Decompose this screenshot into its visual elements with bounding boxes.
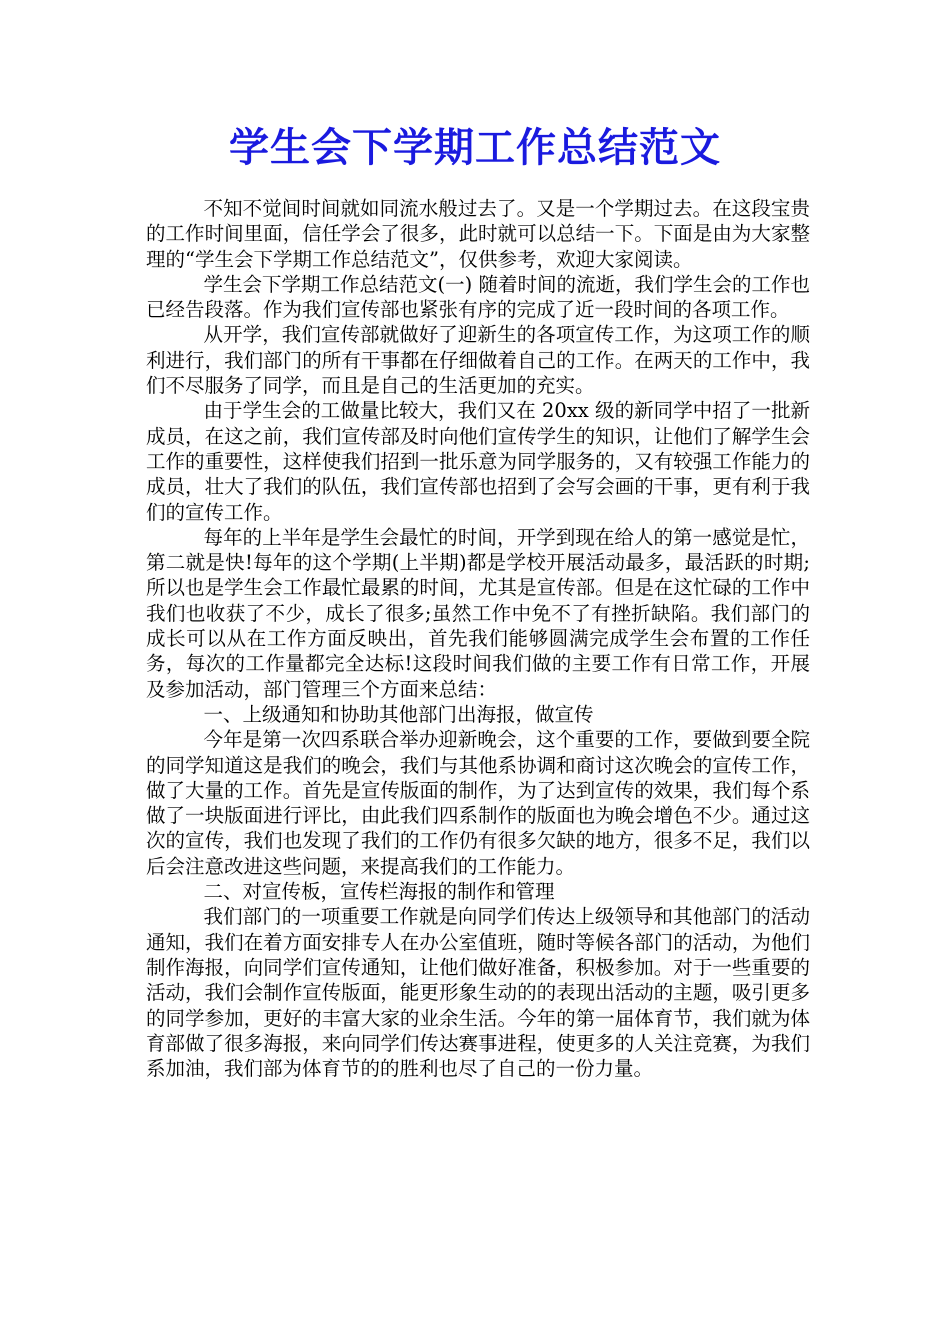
paragraph-example-heading: 学生会下学期工作总结范文(一) 随着时间的流逝，我们学生会的工作也已经告段落。作为我们宣传部也紧张有序的完成了近一段时间的各项工作。 — [146, 272, 810, 322]
paragraph-start-of-term: 从开学，我们宣传部就做好了迎新生的各项宣传工作，为这项工作的顺利进行，我们部门的所有干事都在仔细做着自己的工作。在两天的工作中，我们不尽服务了同学，而且是自己的生活更加的充实。 — [146, 323, 810, 398]
paragraph-welcome-gala: 今年是第一次四系联合举办迎新晚会，这个重要的工作，要做到要全院的同学知道这是我们的晚会，我们与其他系协调和商讨这次晚会的宣传工作，做了大量的工作。首先是宣传版面的制作，为了达到宣传的效果，我们每个系做了一块版面进行评比，由此我们四系制作的版面也为晚会增色不少。通过这次的宣传，我们也发现了我们的工作仍有很多欠缺的地方，很多不足，我们以后会注意改进这些问题，来提高我们的工作能力。 — [146, 728, 810, 878]
paragraph-busy-semester: 每年的上半年是学生会最忙的时间，开学到现在给人的第一感觉是忙，第二就是快!每年的这个学期(上半期)都是学校开展活动最多，最活跃的时期;所以也是学生会工作最忙最累的时间，尤其是宣传部。但是在这忙碌的工作中我们也收获了不少，成长了很多;虽然工作中免不了有挫折缺陷。我们部门的成长可以从在工作方面反映出，首先我们能够圆满完成学生会布置的工作任务，每次的工作量都完全达标!这段时间我们做的主要工作有日常工作，开展及参加活动，部门管理三个方面来总结： — [146, 525, 810, 701]
section-heading-1: 一、上级通知和协助其他部门出海报，做宣传 — [203, 702, 594, 726]
paragraph-new-members: 由于学生会的工做量比较大，我们又在 20xx 级的新同学中招了一批新成员，在这之前，我们宣传部及时向他们宣传学生的知识，让他们了解学生会工作的重要性，这样使我们招到一批乐意为同学服务的，又有较强工作能力的成员，壮大了我们的队伍，我们宣传部也招到了会写会画的干事，更有利于我们的宣传工作。 — [146, 399, 810, 524]
paragraph-intro: 不知不觉间时间就如同流水般过去了。又是一个学期过去。在这段宝贵的工作时间里面，信任学会了很多，此时就可以总结一下。下面是由为大家整理的“学生会下学期工作总结范文”，仅供参考，欢迎大家阅读。 — [146, 197, 810, 271]
document-title: 学生会下学期工作总结范文 — [229, 124, 721, 171]
section-heading-2: 二、对宣传板，宣传栏海报的制作和管理 — [203, 880, 555, 904]
document-body — [146, 196, 810, 1081]
paragraph-poster-management: 我们部门的一项重要工作就是向同学们传达上级领导和其他部门的活动通知，我们在着方面安排专人在办公室值班，随时等候各部门的活动，为他们制作海报，向同学们宣传通知，让他们做好准备，积极参加。对于一些重要的活动，我们会制作宣传版面，能更形象生动的的表现出活动的主题，吸引更多的同学参加，更好的丰富大家的业余生活。今年的第一届体育节，我们就为体育部做了很多海报，来向同学们传达赛事进程，使更多的人关注竞赛，为我们系加油，我们部为体育节的的胜利也尽了自己的一份力量。 — [146, 905, 810, 1081]
